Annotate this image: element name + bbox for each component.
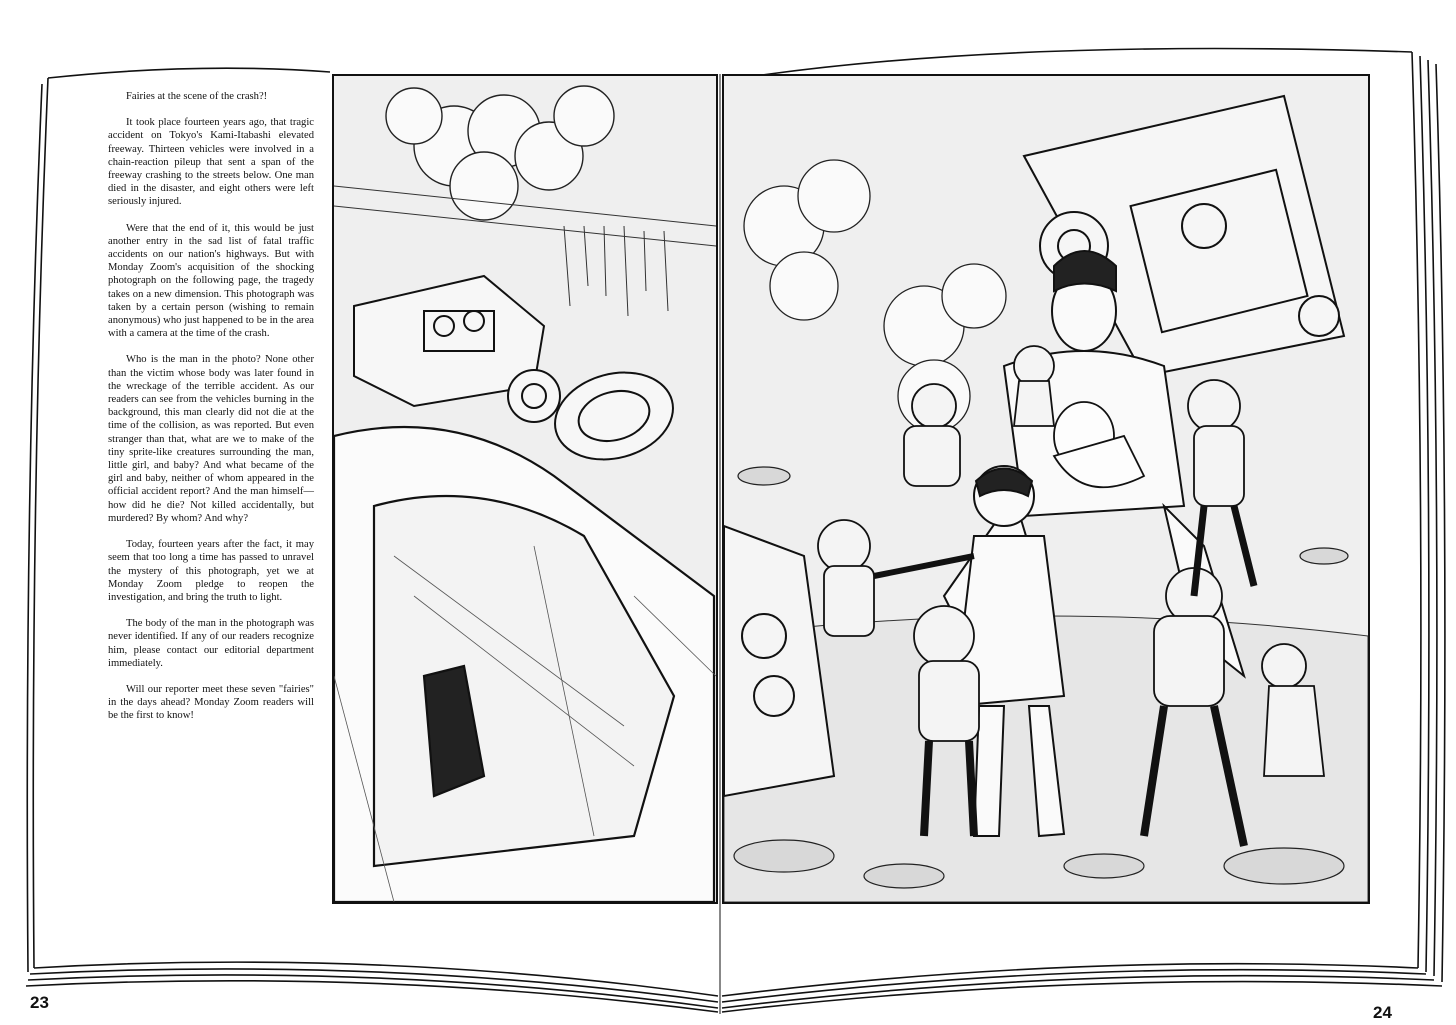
page-number-right: 24 bbox=[1373, 1003, 1392, 1022]
man-girl-and-sprites-illustration bbox=[722, 74, 1370, 904]
article-paragraph: Who is the man in the photo? None other than the victim whose body was later found in the wreckage of the terrible accident. As our readers can see from the vehicles burning in the background, this man clearly did not die at the time of the collision, as was reported. But even stranger than that, what are we to make of the tiny sprite-like creatures surrounding the man, little girl, and baby? And what became of the girl and baby, neither of whom appeared in the official accident report? And the man himself—how did he die? Not killed accidentally, but murdered? By whom? And why? bbox=[108, 354, 314, 524]
article-column bbox=[108, 90, 314, 723]
article-paragraph: The body of the man in the photograph was never identified. If any of our readers recognize him, please contact our editorial department immediately. bbox=[108, 618, 314, 669]
article-paragraph: Were that the end of it, this would be just another entry in the sad list of fatal traffic accidents on our nation's highways. But with Monday Zoom's acquisition of the shocking photograph on the following page, the tragedy takes on a new dimension. This photograph was taken by a certain person (wishing to remain anonymous) who just happened to be in the area with a camera at the time of the crash. bbox=[108, 222, 314, 340]
article-paragraph: Today, fourteen years after the fact, it may seem that too long a time has passed to unravel the mystery of this photograph, yet we at Monday Zoom pledge to reopen the investigation, and bring the truth to light. bbox=[108, 539, 314, 603]
crash-wreckage-illustration bbox=[332, 74, 718, 904]
article-headline: Fairies at the scene of the crash?! bbox=[126, 91, 268, 102]
article-paragraph: It took place fourteen years ago, that tragic accident on Tokyo's Kami-Itabashi elevated freeway. Thirteen vehicles were involved in a chain-reaction pileup that sent a span of the freeway crashing to the streets below. One man died in the disaster, and eight others were left seriously injured. bbox=[108, 117, 314, 208]
page-number-left: 23 bbox=[30, 993, 49, 1012]
article-paragraph: Will our reporter meet these seven "fairies" in the days ahead? Monday Zoom readers will be the first to know! bbox=[108, 683, 314, 722]
